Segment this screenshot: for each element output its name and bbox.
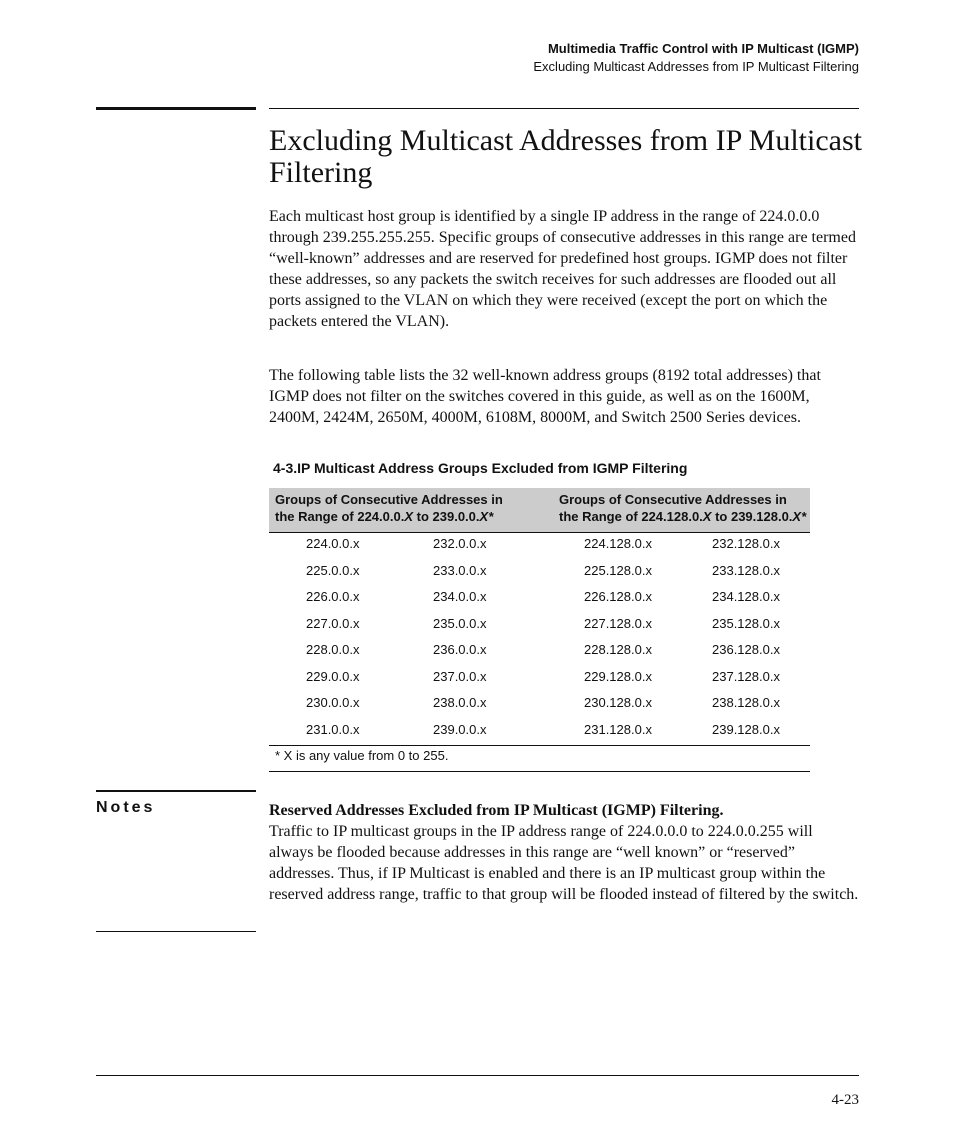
table-cell: 228.128.0.x <box>584 642 652 657</box>
header-left-to-word: to <box>413 509 433 524</box>
table-cell: 230.128.0.x <box>584 695 652 710</box>
header-left-to: 239.0.0. <box>432 509 480 524</box>
table-cell: 236.128.0.x <box>712 642 780 657</box>
table-cell: 227.128.0.x <box>584 615 652 631</box>
table-footnote-rule-bottom <box>269 771 810 772</box>
notes-text: Traffic to IP multicast groups in the IP address range of 224.0.0.0 to 224.0.0.255 will always be flooded because addresses in this range are “well known” or “reserved” addresses. Thus, if IP Multicast is enabled and there is an IP multicast group within the reserved address range, traffic to that group will be flooded instead of filtered by the switch. <box>269 823 859 903</box>
table-header <box>269 488 810 533</box>
table-footnote-rule-top <box>269 745 810 746</box>
page-number: 4-23 <box>831 1092 859 1108</box>
table-cell: 224.128.0.x <box>584 536 652 551</box>
table-cell: 226.128.0.x <box>584 589 652 604</box>
table-cell: 235.128.0.x <box>712 615 780 631</box>
header-left-line2 <box>275 508 503 525</box>
header-right-line1: Groups of Consecutive Addresses in <box>559 492 787 507</box>
table-cell: 224.0.0.x <box>306 536 360 551</box>
table-cell: 229.0.0.x <box>306 668 360 684</box>
table-footnote: * X is any value from 0 to 255. <box>275 748 449 763</box>
intro-paragraph: Each multicast host group is identified by a single IP address in the range of 224.0.0.0 through 239.255.255.255. Specific groups of consecutive addresses in this range are termed “well-known” addresses and are reserved for predefined host groups. IGMP does not filter these addresses, so any packets the switch receives for such addresses are flooded out all ports assigned to the VLAN on which they were received (except the port on which the packets entered the VLAN). <box>269 208 856 330</box>
table-cell: 238.0.0.x <box>433 695 487 710</box>
running-header-section: Excluding Multicast Addresses from IP Multicast Filtering <box>533 59 859 74</box>
running-header <box>533 40 859 75</box>
top-rule <box>269 108 859 109</box>
table-cell: 228.0.0.x <box>306 642 360 657</box>
header-left-var-from: X <box>404 509 414 524</box>
header-left-star: * <box>488 509 494 524</box>
header-right-to: 239.128.0. <box>730 509 793 524</box>
header-right-line2 <box>559 508 806 525</box>
table-cell: 233.128.0.x <box>712 562 780 578</box>
table-cell: 237.0.0.x <box>433 668 487 684</box>
header-right-prefix: the Range of <box>559 509 642 524</box>
table-cell: 235.0.0.x <box>433 615 487 631</box>
table-cell: 234.0.0.x <box>433 589 487 604</box>
table-cell: 233.0.0.x <box>433 562 487 578</box>
table-header-left <box>275 491 503 525</box>
table-cell: 229.128.0.x <box>584 668 652 684</box>
table-cell: 239.0.0.x <box>433 721 487 737</box>
header-left-line1: Groups of Consecutive Addresses in <box>275 492 503 507</box>
header-left-var-to: X <box>479 509 489 524</box>
header-right-to-word: to <box>711 509 731 524</box>
left-thick-rule <box>96 107 256 110</box>
footer-rule <box>96 1075 859 1076</box>
notes-heading: Reserved Addresses Excluded from IP Multicast (IGMP) Filtering. <box>269 802 724 819</box>
notes-bottom-rule <box>96 931 256 932</box>
notes-body <box>269 800 859 905</box>
table-cell: 230.0.0.x <box>306 695 360 710</box>
table-cell: 238.128.0.x <box>712 695 780 710</box>
table-cell: 234.128.0.x <box>712 589 780 604</box>
page-title: Excluding Multicast Addresses from IP Multicast Filtering <box>269 124 862 189</box>
table-cell: 225.128.0.x <box>584 562 652 578</box>
table-cell: 236.0.0.x <box>433 642 487 657</box>
notes-label: Notes <box>96 799 156 816</box>
table-cell: 231.0.0.x <box>306 721 360 737</box>
header-left-from: 224.0.0. <box>357 509 405 524</box>
header-right-star: * <box>801 509 807 524</box>
header-right-var-from: X <box>702 509 712 524</box>
notes-top-rule <box>96 790 256 792</box>
table-cell: 232.0.0.x <box>433 536 487 551</box>
header-right-from: 224.128.0. <box>641 509 703 524</box>
table-intro-paragraph: The following table lists the 32 well-known address groups (8192 total addresses) that IGMP does not filter on the switches covered in this guide, as well as on the 1600M, 2400M, 2424M, 2650M, 4000M, 6108M, 8000M, and Switch 2500 Series devices. <box>269 367 821 426</box>
table-cell: 226.0.0.x <box>306 589 360 604</box>
header-right-var-to: X <box>792 509 802 524</box>
table-cell: 237.128.0.x <box>712 668 780 684</box>
running-header-chapter: Multimedia Traffic Control with IP Multicast (IGMP) <box>547 41 859 56</box>
table-cell: 231.128.0.x <box>584 721 652 737</box>
header-left-prefix: the Range of <box>275 509 358 524</box>
table-cell: 239.128.0.x <box>712 721 780 737</box>
table-header-right <box>559 491 806 525</box>
table-caption: 4-3.IP Multicast Address Groups Excluded from IGMP Filtering <box>273 460 688 476</box>
table-cell: 225.0.0.x <box>306 562 360 578</box>
table-cell: 232.128.0.x <box>712 536 780 551</box>
table-cell: 227.0.0.x <box>306 615 360 631</box>
